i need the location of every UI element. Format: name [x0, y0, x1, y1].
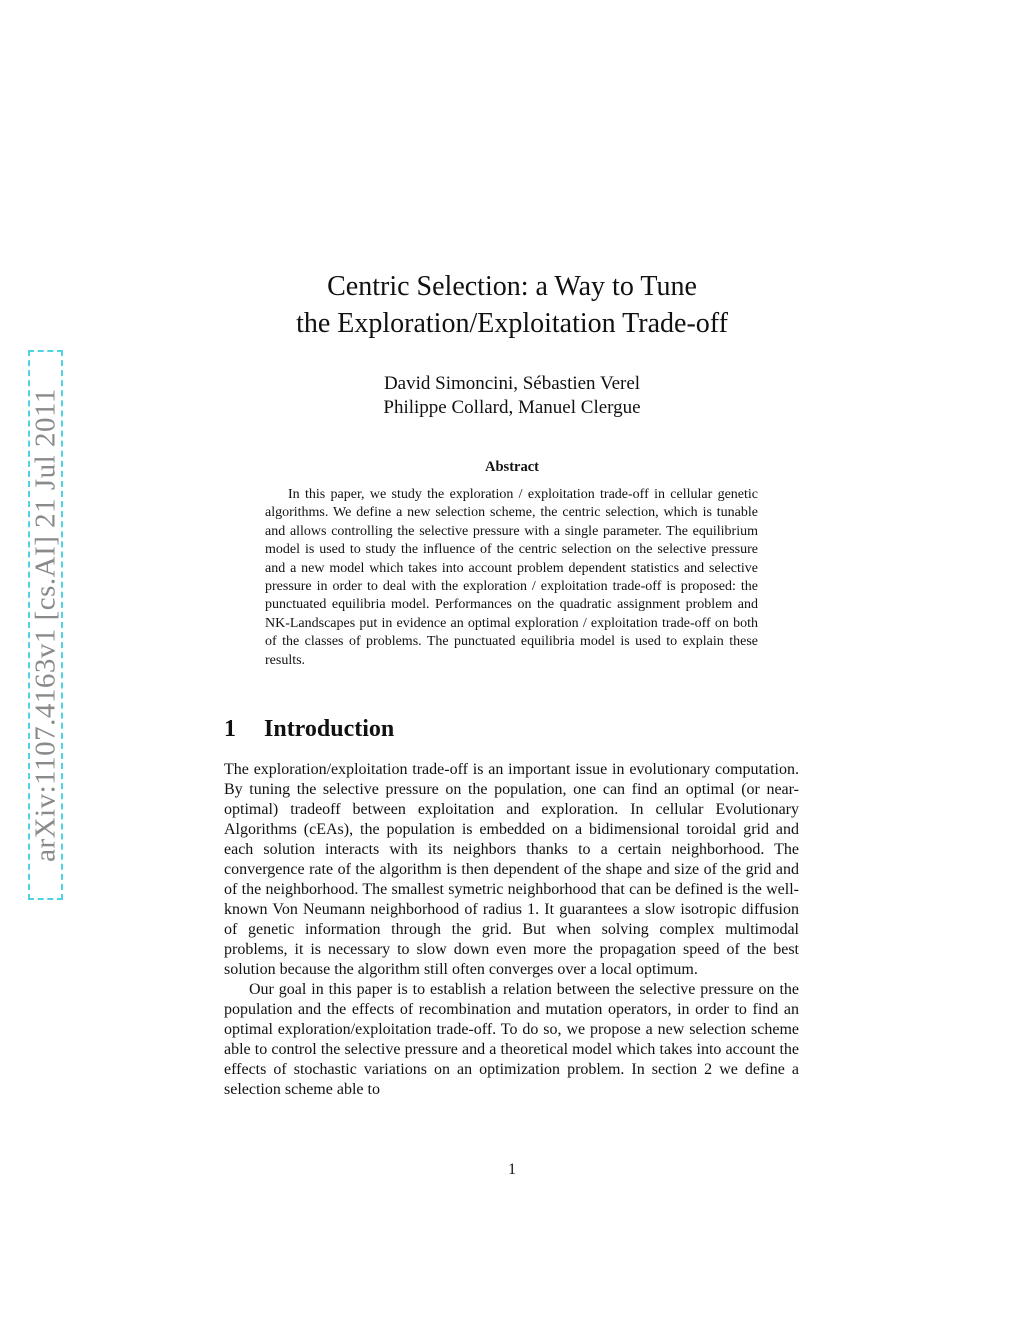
body-paragraph-2: Our goal in this paper is to establish a relation between the selective pressure on the population and the effects of recombination and mutation operators, in order to find an optimal exploration/exploitation trade-off. To do so, we propose a new selection scheme able to control the selective pressure and a theoretical model which takes into account the effects of stochastic variations on an optimization problem. In section 2 we define a selection scheme able to: [224, 981, 799, 1098]
title-line-2: the Exploration/Exploitation Trade-off: [296, 308, 728, 339]
abstract-text: In this paper, we study the exploration / exploitation trade-off in cellular genetic algorithms. We define a new selection scheme, the centric selection, which is tunable and allows controlling the selective pressure with a single parameter. The equilibrium model is used to study the influence of the centric selection on the selective pressure and a new model which takes into account problem dependent statistics and selective pressure in order to deal with the exploration / exploitation trade-off is proposed: the punctuated equilibria model. Performances on the quadratic assignment problem and NK-Landscapes put in evidence an optimal exploration / exploitation trade-off on both of the classes of problems. The punctuated equilibria model is used to explain these results.: [265, 487, 758, 668]
page-number: 1: [508, 1161, 516, 1178]
arxiv-identifier: arXiv:1107.4163v1 [cs.AI] 21 Jul 2011: [29, 388, 61, 862]
author-list: [210, 372, 814, 420]
arxiv-stamp[interactable]: [28, 350, 63, 900]
section-heading-introduction: [224, 716, 804, 743]
title-line-1: Centric Selection: a Way to Tune: [327, 271, 697, 302]
body-paragraph-1: The exploration/exploitation trade-off is an important issue in evolutionary computation. By tuning the selective pressure on the population, one can find an optimal (or near-optimal) tradeoff between exploitation and exploration. In cellular Evolutionary Algorithms (cEAs), the population is embedded on a bidimensional toroidal grid and each solution interacts with its neighbors thanks to a certain neighborhood. The convergence rate of the algorithm is then dependent of the shape and size of the grid and of the neighborhood. The smallest symetric neighborhood that can be defined is the well-known Von Neumann neighborhood of radius 1. It guarantees a slow isotropic diffusion of genetic information through the grid. But when solving complex multimodal problems, it is necessary to slow down even more the propagation speed of the best solution because the algorithm still often converges over a local optimum.: [224, 761, 799, 978]
section-number: 1: [224, 716, 236, 742]
section-title: Introduction: [264, 716, 395, 742]
paper-title: [210, 268, 814, 342]
author-line-2: Philippe Collard, Manuel Clergue: [383, 397, 641, 418]
abstract-heading: Abstract: [485, 459, 539, 475]
introduction-body: [224, 760, 799, 1100]
author-line-1: David Simoncini, Sébastien Verel: [383, 373, 641, 394]
